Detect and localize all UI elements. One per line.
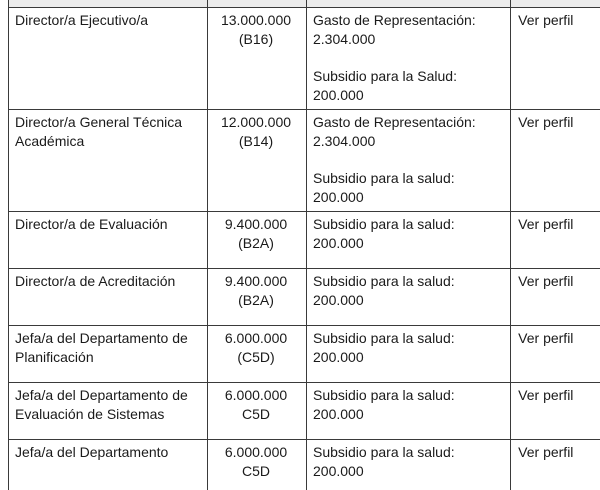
cargo-cell: Jefa/a del Departamento de Evaluación de Sistemas [9, 383, 208, 440]
perfil-cell [511, 326, 600, 383]
ver-perfil-link[interactable]: Ver perfil [518, 216, 574, 232]
remuneracion-value: 12.000.000 [220, 114, 292, 130]
grado-code: (B16) [238, 31, 274, 47]
table-row [9, 8, 600, 110]
asignaciones-cell [307, 326, 511, 383]
perfil-cell [511, 440, 600, 490]
grado-code: (B14) [238, 133, 274, 149]
asignaciones-cell [307, 269, 511, 326]
asignaciones-cell [307, 110, 511, 212]
perfil-cell [511, 8, 600, 110]
cargo-cell: Director/a de Acreditación [9, 269, 208, 326]
remuneracion-value: 9.400.000 [224, 216, 288, 232]
remuneracion-value: 6.000.000 [224, 387, 288, 403]
header-cell [511, 0, 600, 8]
table-row [9, 110, 600, 212]
asignacion-item: Subsidio para la salud: 200.000 [313, 330, 455, 365]
perfil-cell [511, 269, 600, 326]
grado-cell [208, 383, 307, 440]
asignacion-item: Gasto de Representación: 2.304.000 [313, 12, 476, 47]
cargos-table [8, 0, 600, 490]
header-cell [208, 0, 307, 8]
cargo-cell: Director/a Ejecutivo/a [9, 8, 208, 110]
grado-cell [208, 8, 307, 110]
cargo-cell: Director/a General Técnica Académica [9, 110, 208, 212]
remuneracion-value: 9.400.000 [224, 273, 288, 289]
grado-code: (B2A) [238, 292, 274, 308]
ver-perfil-link[interactable]: Ver perfil [518, 273, 574, 289]
cargo-cell: Director/a de Evaluación [9, 212, 208, 269]
asignacion-item: Gasto de Representación: 2.304.000 [313, 114, 476, 149]
asignacion-item: Subsidio para la salud: 200.000 [313, 216, 455, 251]
table-header-row [9, 0, 600, 8]
header-cell [307, 0, 511, 8]
asignaciones-cell [307, 440, 511, 490]
perfil-cell [511, 212, 600, 269]
asignaciones-cell [307, 8, 511, 110]
header-cell [9, 0, 208, 8]
grado-code: (C5D) [237, 349, 275, 365]
grado-code: (B2A) [238, 235, 274, 251]
grado-cell [208, 326, 307, 383]
table-row [9, 212, 600, 269]
grado-cell [208, 269, 307, 326]
remuneracion-value: 6.000.000 [224, 444, 288, 460]
asignacion-item: Subsidio para la salud: 200.000 [313, 273, 455, 308]
perfil-cell [511, 383, 600, 440]
grado-code: C5D [242, 406, 271, 422]
grado-cell [208, 110, 307, 212]
table-row [9, 440, 600, 490]
asignacion-item: Subsidio para la salud: 200.000 [313, 170, 455, 205]
table-row [9, 269, 600, 326]
perfil-cell [511, 110, 600, 212]
asignaciones-cell [307, 383, 511, 440]
table-row [9, 326, 600, 383]
asignacion-item: Subsidio para la salud: 200.000 [313, 444, 455, 479]
ver-perfil-link[interactable]: Ver perfil [518, 12, 574, 28]
table-row [9, 383, 600, 440]
grado-code: C5D [242, 463, 271, 479]
ver-perfil-link[interactable]: Ver perfil [518, 330, 574, 346]
cargo-cell: Jefa/a del Departamento de Planificación [9, 326, 208, 383]
ver-perfil-link[interactable]: Ver perfil [518, 444, 574, 460]
ver-perfil-link[interactable]: Ver perfil [518, 114, 574, 130]
asignacion-item: Subsidio para la Salud: 200.000 [313, 68, 457, 103]
remuneracion-value: 13.000.000 [220, 12, 292, 28]
grado-cell [208, 212, 307, 269]
asignaciones-cell [307, 212, 511, 269]
asignacion-item: Subsidio para la salud: 200.000 [313, 387, 455, 422]
grado-cell [208, 440, 307, 490]
remuneracion-value: 6.000.000 [224, 330, 288, 346]
cargo-cell: Jefa/a del Departamento [9, 440, 208, 490]
ver-perfil-link[interactable]: Ver perfil [518, 387, 574, 403]
